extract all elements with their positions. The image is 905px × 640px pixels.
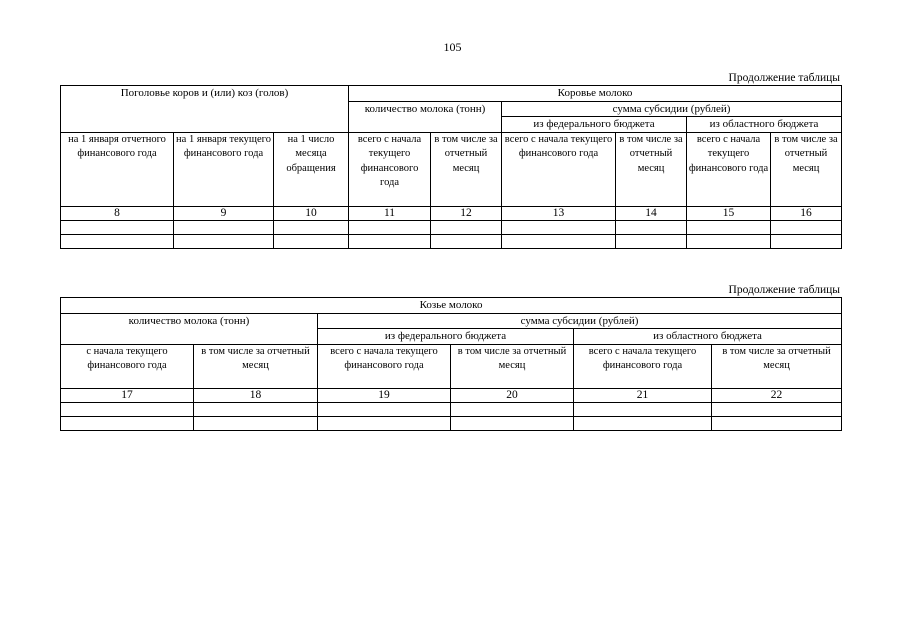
subheader-federal-total: всего с начала текущего финансового года bbox=[318, 344, 451, 388]
subheader-first-of-month: на 1 число месяца обращения bbox=[274, 132, 349, 206]
subheader-regional-total: всего с начала текущего финансового года bbox=[687, 132, 771, 206]
header-subsidy-amount: сумма субсидии (рублей) bbox=[502, 101, 842, 117]
header-livestock: Поголовье коров и (или) коз (голов) bbox=[61, 86, 349, 133]
header-regional-budget: из областного бюджета bbox=[687, 117, 842, 133]
subheader-jan1-reporting-year: на 1 января отчетного финансового года bbox=[61, 132, 174, 206]
header-goat-milk: Козье молоко bbox=[61, 298, 842, 314]
column-number: 15 bbox=[687, 206, 771, 220]
column-number: 9 bbox=[174, 206, 274, 220]
subheader-regional-month: в том числе за отчетный месяц bbox=[712, 344, 842, 388]
header-milk-quantity: количество молока (тонн) bbox=[349, 101, 502, 132]
column-number: 12 bbox=[431, 206, 502, 220]
subheader-milk-total: с начала текущего финансового года bbox=[61, 344, 194, 388]
cow-milk-table bbox=[60, 85, 842, 249]
subheader-jan1-current-year: на 1 января текущего финансового года bbox=[174, 132, 274, 206]
subheader-federal-month: в том числе за отчетный месяц bbox=[451, 344, 574, 388]
column-number: 11 bbox=[349, 206, 431, 220]
header-federal-budget: из федерального бюджета bbox=[502, 117, 687, 133]
subheader-federal-month: в том числе за отчетный месяц bbox=[616, 132, 687, 206]
page-number: 105 bbox=[443, 40, 462, 54]
table-row bbox=[61, 234, 842, 248]
column-number: 10 bbox=[274, 206, 349, 220]
continuation-label-1: Продолжение таблицы bbox=[728, 72, 840, 84]
goat-milk-table bbox=[60, 297, 842, 431]
table-row bbox=[61, 416, 842, 430]
column-number: 17 bbox=[61, 388, 194, 402]
subheader-regional-total: всего с начала текущего финансового года bbox=[574, 344, 712, 388]
subheader-milk-total: всего с начала текущего финансового года bbox=[349, 132, 431, 206]
subheader-milk-month: в том числе за отчетный месяц bbox=[194, 344, 318, 388]
column-number: 8 bbox=[61, 206, 174, 220]
column-number: 16 bbox=[771, 206, 842, 220]
column-number: 21 bbox=[574, 388, 712, 402]
column-number: 18 bbox=[194, 388, 318, 402]
header-milk-quantity: количество молока (тонн) bbox=[61, 313, 318, 344]
table-row bbox=[61, 402, 842, 416]
subheader-regional-month: в том числе за отчетный месяц bbox=[771, 132, 842, 206]
continuation-label-2: Продолжение таблицы bbox=[728, 284, 840, 296]
header-cow-milk: Коровье молоко bbox=[349, 86, 842, 102]
column-number: 13 bbox=[502, 206, 616, 220]
column-number: 19 bbox=[318, 388, 451, 402]
subheader-federal-total: всего с начала текущего финансового года bbox=[502, 132, 616, 206]
column-number: 22 bbox=[712, 388, 842, 402]
subheader-milk-month: в том числе за отчетный месяц bbox=[431, 132, 502, 206]
header-subsidy-amount: сумма субсидии (рублей) bbox=[318, 313, 842, 329]
column-number: 14 bbox=[616, 206, 687, 220]
header-regional-budget: из областного бюджета bbox=[574, 329, 842, 345]
column-number: 20 bbox=[451, 388, 574, 402]
header-federal-budget: из федерального бюджета bbox=[318, 329, 574, 345]
table-row bbox=[61, 220, 842, 234]
